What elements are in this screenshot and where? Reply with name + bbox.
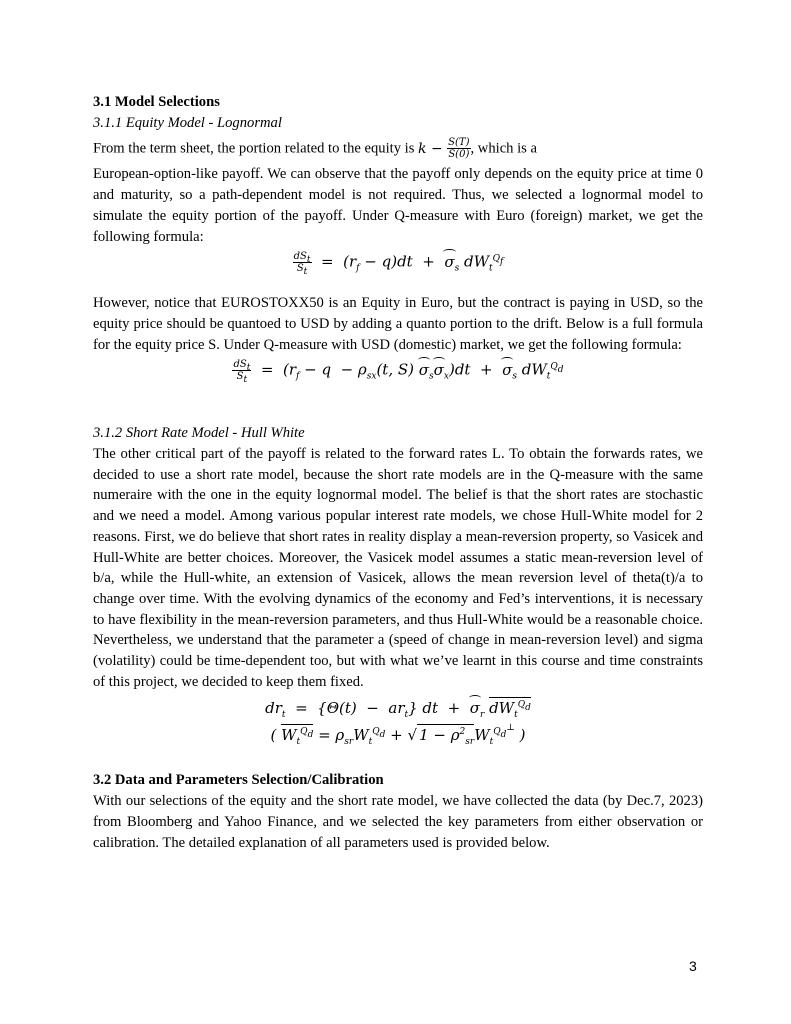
equation-brownian-correlation: ( $W_t^{Q_d} = \rho_{sr}W_t^{Q_d}$ + √ $1 - \rho^2_{sr}W_t^{Q_d^\perp}$ ) — [270, 723, 526, 748]
equation-hull-white: $dr_t = \{\Theta(t) - ar_t\}$ dt + $\sigma_r$ $dW_t^{Q_d}$ — [265, 699, 531, 721]
subsection-title-short-rate-model: 3.1.2 Short Rate Model - Hull White — [93, 425, 305, 442]
fraction-s: $\frac{S(T)}{S(0)}$ — [448, 137, 470, 161]
paragraph-data-parameters: With our selections of the equity and the short rate model, we have collected the data (by Dec.7, 2023) from Bloomberg and Yahoo Finance, and we selected the key parameters from either observation or calibration. The detailed explanation of all parameters used is provided below. — [93, 793, 703, 851]
section-title: 3.1 Model Selections — [93, 94, 220, 110]
equation-lognormal-foreign: $\frac{dS_t}{S_t}$ = $(r_f - q)dt + \sigma_s$ $dW_t^{Q_f}$ — [293, 251, 504, 278]
page-number: 3 — [689, 958, 697, 974]
paragraph-quanto: However, notice that EUROSTOXX50 is an Equity in Euro, but the contract is paying in USD, so the equity price should be quantoed to USD by adding a quanto portion to the drift. Below is a full formula for the equity price S. Under Q-measure with USD (domestic) market, we get the following formula: — [93, 295, 703, 353]
payoff-expression: k − $\frac{S(T)}{S(0)}$ — [418, 137, 470, 161]
paragraph-equity-intro — [93, 137, 703, 160]
section-title-data-parameters: 3.2 Data and Parameters Selection/Calibration — [93, 772, 384, 789]
equation-lognormal-domestic: $\frac{dS_t}{S_t}$ = ($r_f - q - \rho_{sx}(t$, S) $\sigma_s\sigma_x)dt + \sigma_s$ $dW_t^{Q_d}$ — [233, 359, 564, 386]
page-content — [93, 92, 703, 853]
paragraph-hull-white: The other critical part of the payoff is related to the forward rates L. To obtain the forwards rates, we decided to use a short rate model, because the short rate models are in the Q-measure with the same numeraire with the one in the equity lognormal model. The belief is that the short rates are stochastic and we need a model. Among various popular interest rate models, we chose Hull-White model for 2 reasons. First, we do believe that short rates in reality display a mean-reversion property, so Vasicek and Hull-White are better choices. Moreover, the Vasicek model assumes a static mean-reversion level of b/a, while the Hull-white, an extension of Vasicek, allows the mean reversion level of theta(t)/a to change over time. With the evolving dynamics of the economy and Fed’s interventions, it is necessary to have flexibility in the mean-reversion parameters, and thus Hull-White would be a reasonable choice. Nevertheless, we understand that the parameter a (speed of change in mean-reversion level) and sigma (volatility) could be time-dependent too, but with what we’ve learnt in this course and time constraints of this project, we decided to keep them fixed. — [93, 446, 703, 690]
subsection-title-equity-model: 3.1.1 Equity Model - Lognormal — [93, 114, 282, 131]
paragraph-text: From the term sheet, the portion related to the equity is — [93, 140, 419, 157]
paragraph-equity-body: European-option-like payoff. We can observe that the payoff only depends on the equity price at time 0 and maturity, so a path-dependent model is not required. Thus, we selected a lognormal model to simulate the equity portion of the payoff. Under Q-measure with Euro (foreign) market, we get the following formula: — [93, 166, 703, 245]
paragraph-text: , which is a — [470, 140, 537, 157]
